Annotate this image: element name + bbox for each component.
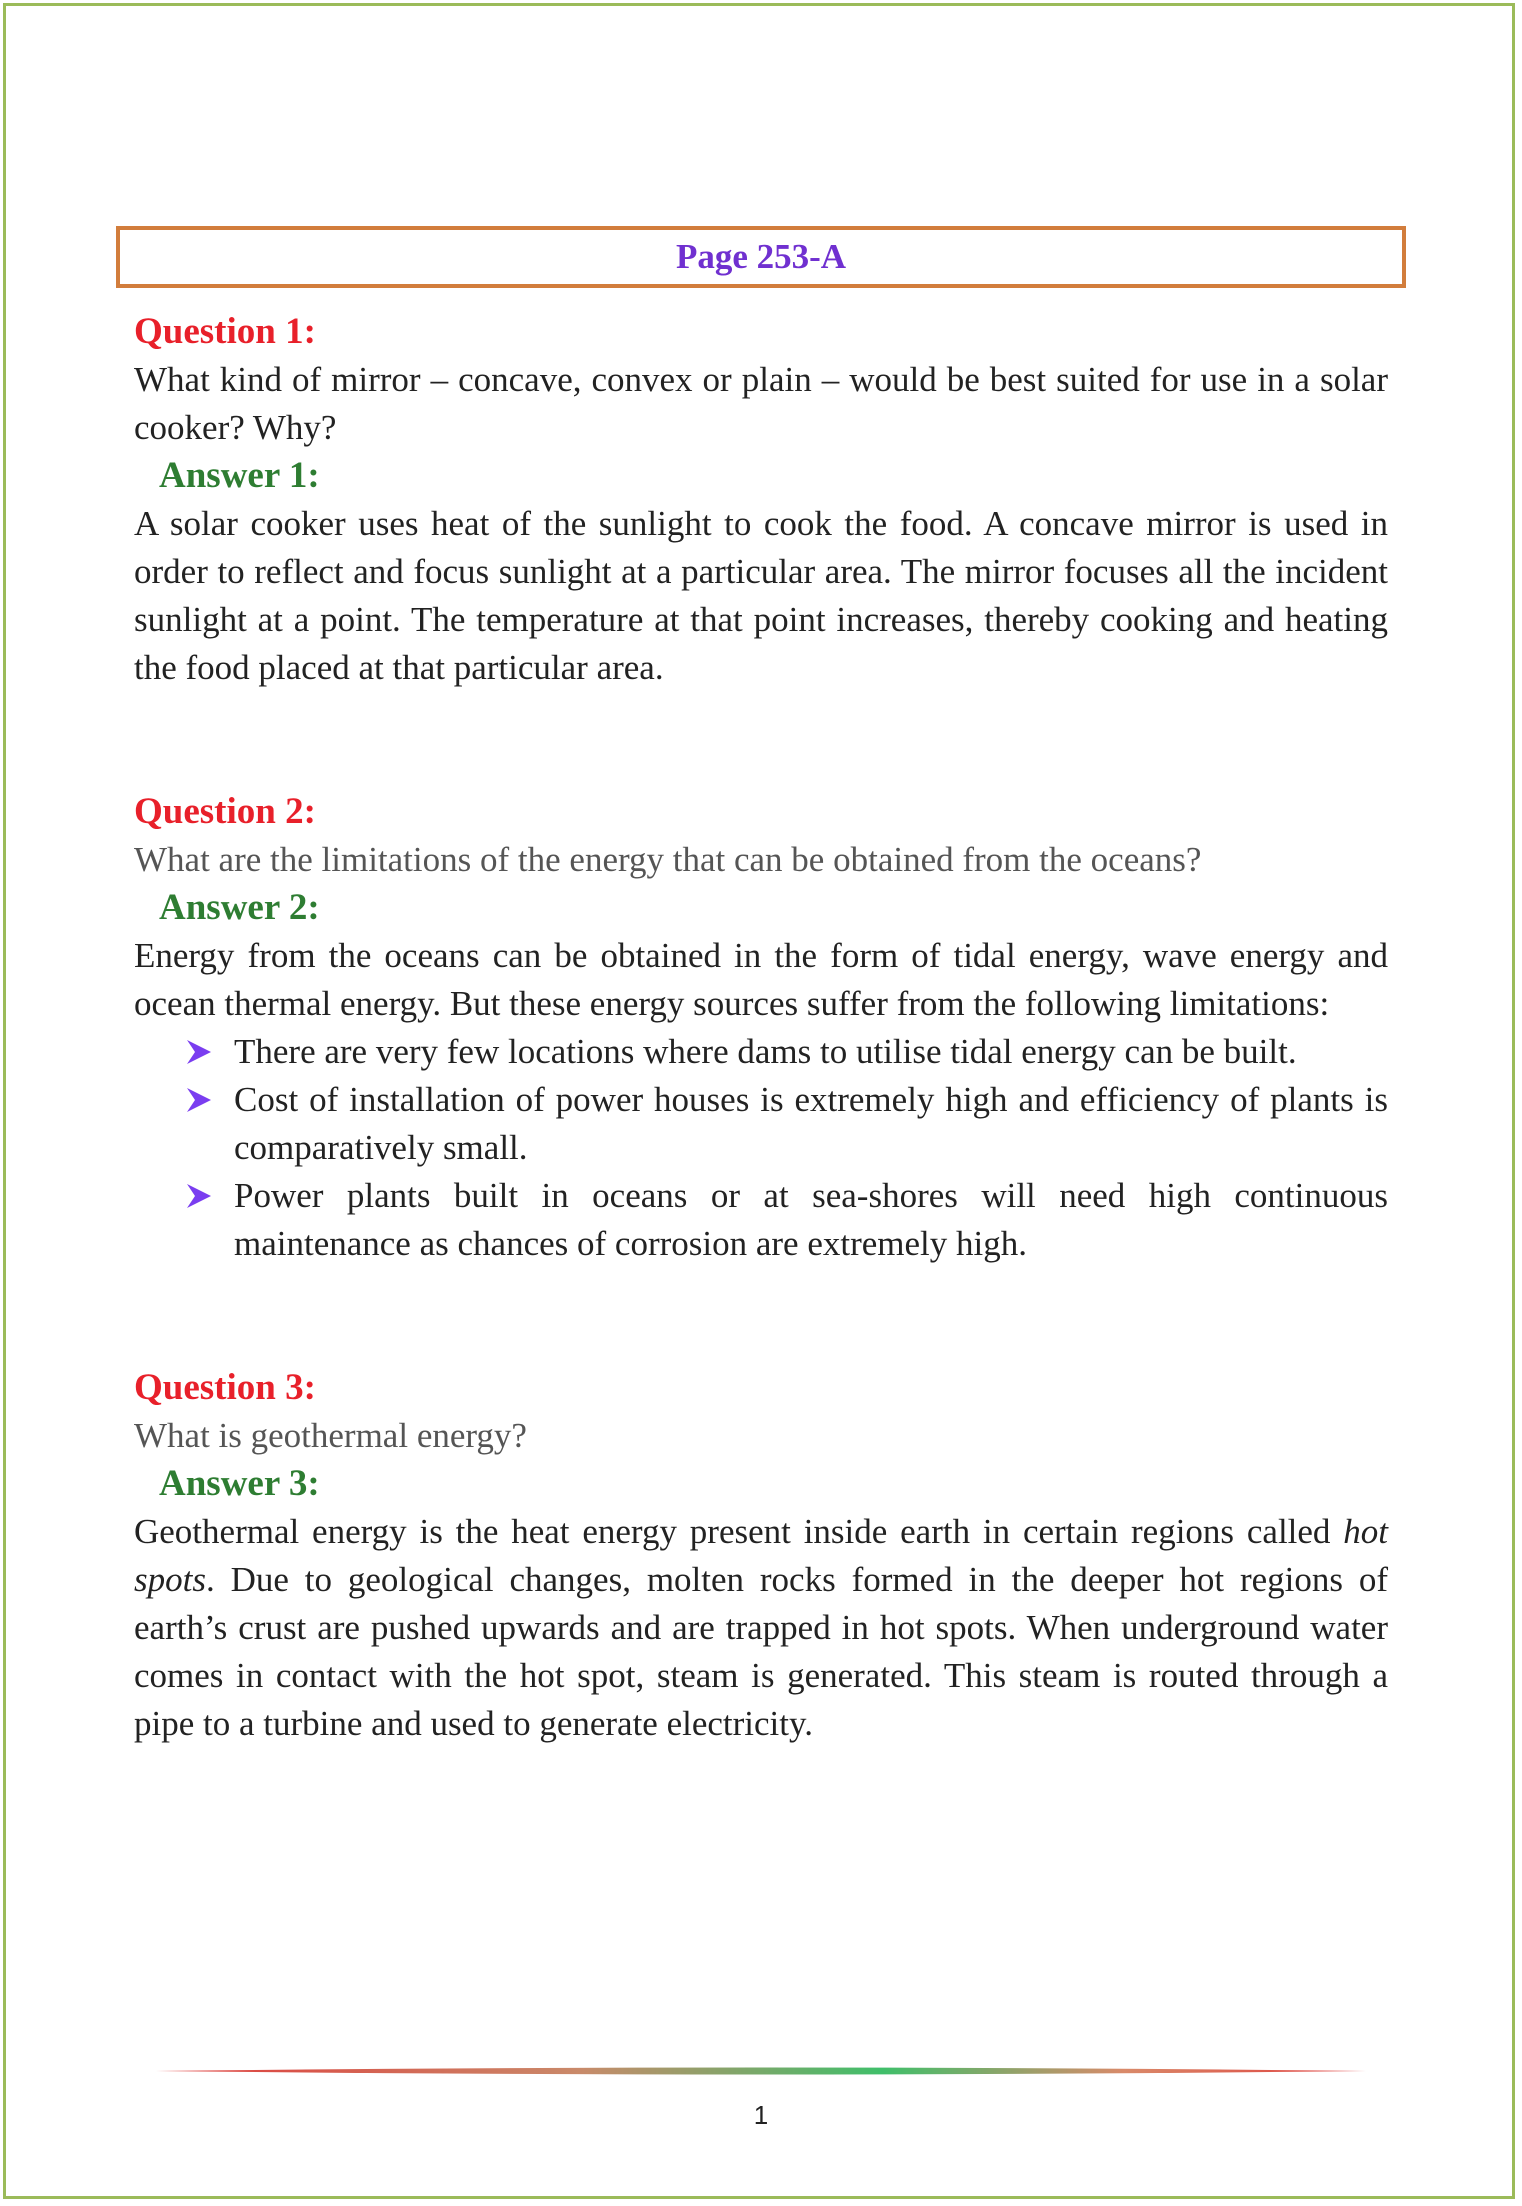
arrow-bullet-icon — [184, 1172, 234, 1220]
page-content — [134, 226, 1388, 1748]
page-number: 1 — [753, 2100, 769, 2130]
page-title: Page 253-A — [675, 237, 847, 276]
question-3-text: What is geothermal energy? — [134, 1416, 527, 1455]
question-3-section — [134, 1364, 1388, 1748]
bullet-text: Power plants built in oceans or at sea-shores will need high continuous maintenance as chances of corrosion are extremely high. — [234, 1176, 1388, 1263]
answer-2-title: Answer 2: — [159, 887, 320, 928]
question-1-section — [134, 308, 1388, 692]
arrow-bullet-icon — [184, 1076, 234, 1124]
answer-3-text-end: . Due to geological changes, molten rocks formed in the deeper hot regions of earth’s crust are pushed upwards and are trapped in hot spots. When underground water comes in contact with the hot spot, steam is generated. This steam is routed through a pipe to a turbine and used to generate electricity. — [134, 1560, 1388, 1743]
answer-3-title: Answer 3: — [159, 1463, 320, 1504]
answer-2-bullet-list — [134, 1028, 1388, 1268]
footer-divider — [156, 2065, 1366, 2077]
answer-3-hot-spots-term: hot spots — [134, 1512, 1388, 1599]
answer-1-title: Answer 1: — [159, 455, 320, 496]
page-header-box — [116, 226, 1406, 288]
list-item — [184, 1076, 1388, 1172]
arrow-bullet-icon — [184, 1028, 234, 1076]
question-2-title: Question 2: — [134, 791, 316, 832]
question-2-text: What are the limitations of the energy that can be obtained from the oceans? — [134, 840, 1202, 879]
bullet-text: There are very few locations where dams to utilise tidal energy can be built. — [234, 1032, 1297, 1071]
question-3-title: Question 3: — [134, 1367, 316, 1408]
question-1-text: What kind of mirror – concave, convex or plain – would be best suited for use in a solar cooker? Why? — [134, 360, 1388, 447]
question-1-title: Question 1: — [134, 311, 316, 352]
question-2-section — [134, 788, 1388, 1268]
answer-1-text: A solar cooker uses heat of the sunlight to cook the food. A concave mirror is used in order to reflect and focus sunlight at a particular area. The mirror focuses all the incident sunlight at a point. The temperature at that point increases, thereby cooking and heating the food placed at that particular area. — [134, 504, 1388, 687]
answer-3-text — [134, 1508, 1388, 1748]
list-item — [184, 1172, 1388, 1268]
answer-3-text-start: Geothermal energy is the heat energy present inside earth in certain regions called — [134, 1512, 1344, 1551]
answer-2-text: Energy from the oceans can be obtained in the form of tidal energy, wave energy and ocean thermal energy. But these energy sources suffer from the following limitations: — [134, 936, 1388, 1023]
bullet-text: Cost of installation of power houses is extremely high and efficiency of plants is comparatively small. — [234, 1080, 1388, 1167]
list-item — [184, 1028, 1388, 1076]
